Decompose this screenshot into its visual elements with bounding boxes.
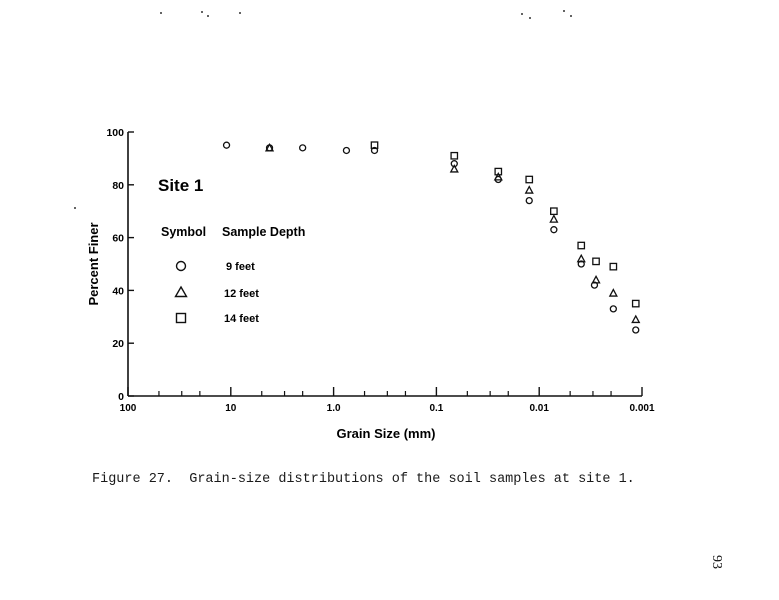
x-tick-label: 100 — [119, 403, 137, 414]
data-point-triangle — [632, 316, 639, 323]
data-point-square — [610, 263, 616, 269]
x-tick-label: 0.1 — [429, 403, 444, 414]
tick-labels — [106, 127, 654, 414]
legend-square-marker — [177, 314, 186, 323]
legend-circle-marker — [177, 262, 186, 271]
scan-speck — [570, 15, 572, 17]
y-tick-label: 40 — [112, 285, 124, 298]
data-point-square — [526, 176, 532, 182]
data-point-circle — [300, 145, 306, 151]
scan-speck — [74, 207, 76, 209]
data-point-circle — [633, 327, 639, 333]
data-point-square — [633, 300, 639, 306]
x-axis-label: Grain Size (mm) — [336, 426, 436, 441]
x-tick-label: 10 — [225, 403, 237, 414]
scan-speck — [201, 11, 203, 13]
chart-title: Site 1 — [158, 176, 204, 195]
axes — [128, 132, 642, 396]
legend — [161, 225, 305, 325]
data-point-triangle — [451, 165, 458, 172]
data-point-circle — [224, 142, 230, 148]
data-point-triangle — [526, 187, 533, 194]
data-point-square — [578, 242, 584, 248]
y-tick-label: 20 — [112, 338, 124, 351]
x-tick-label: 1.0 — [326, 403, 341, 414]
data-point-triangle — [550, 216, 557, 223]
data-point-circle — [551, 227, 557, 233]
legend-label-9-feet: 9 feet — [226, 261, 255, 273]
data-point-square — [551, 208, 557, 214]
x-tick-label: 0.001 — [629, 403, 655, 414]
data-point-square — [593, 258, 599, 264]
data-point-square — [451, 153, 457, 159]
legend-header-symbol: Symbol — [161, 225, 207, 239]
legend-label-12-feet: 12 feet — [224, 288, 259, 300]
axis-ticks — [128, 132, 642, 396]
legend-label-14-feet: 14 feet — [224, 313, 259, 325]
data-point-circle — [343, 147, 349, 153]
data-point-circle — [526, 198, 532, 204]
scan-speck — [207, 15, 209, 17]
legend-header-depth: Sample Depth — [222, 225, 306, 239]
scan-speck — [563, 10, 565, 12]
data-point-circle — [610, 306, 616, 312]
scan-speck — [239, 12, 241, 14]
y-tick-label: 80 — [112, 179, 124, 192]
scan-speck — [529, 17, 531, 19]
figure-caption: Figure 27. Grain-size distributions of the soil samples at site 1. — [92, 472, 635, 487]
data-point-triangle — [610, 290, 617, 297]
y-tick-label: 0 — [118, 391, 124, 403]
scan-speck — [521, 13, 523, 15]
x-tick-label: 0.01 — [529, 403, 549, 414]
y-tick-label: 60 — [112, 232, 124, 245]
y-tick-label: 100 — [106, 127, 124, 139]
legend-triangle-marker — [176, 287, 187, 297]
scan-speck — [160, 12, 162, 14]
page-number: 93 — [709, 555, 724, 569]
y-axis-label: Percent Finer — [86, 222, 101, 306]
